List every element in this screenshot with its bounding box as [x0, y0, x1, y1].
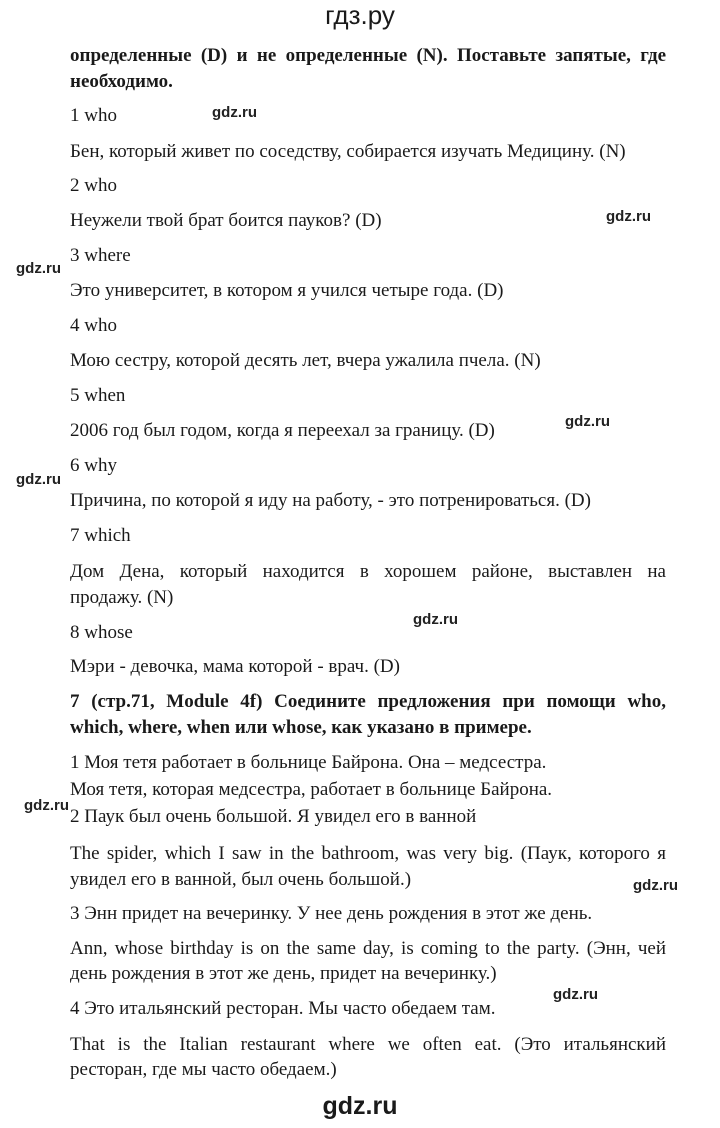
task7-item-1-answer: Моя тетя, которая медсестра, работает в больнице Байрона. [70, 779, 553, 800]
item-8-number: 8 whose [70, 622, 133, 643]
watermark: gdz.ru [212, 104, 257, 121]
item-4-text: Мою сестру, которой десять лет, вчера ужалила пчела. (N) [70, 350, 541, 371]
watermark: gdz.ru [553, 986, 598, 1003]
task7-item-1-question: 1 Моя тетя работает в больнице Байрона. Она – медсестра. [70, 752, 547, 773]
item-7-text-line1: Дом Дена, который находится в хорошем районе, выставлен на [70, 561, 666, 582]
item-7-text-line2: продажу. (N) [70, 587, 174, 608]
task7-item-2-question: 2 Паук был очень большой. Я увидел его в ванной [70, 806, 477, 827]
item-5-text: 2006 год был годом, когда я переехал за границу. (D) [70, 420, 495, 441]
item-1-text: Бен, который живет по соседству, собирается изучать Медицину. (N) [70, 141, 626, 162]
item-6-number: 6 why [70, 455, 117, 476]
watermark: gdz.ru [413, 611, 458, 628]
task6-instruction-line2: необходимо. [70, 71, 173, 92]
item-7-number: 7 which [70, 525, 131, 546]
task7-item-2-answer-line2: увидел его в ванной, был очень большой.) [70, 869, 412, 890]
watermark: gdz.ru [24, 797, 69, 814]
item-2-number: 2 who [70, 175, 117, 196]
watermark: gdz.ru [633, 877, 678, 894]
watermark: gdz.ru [565, 413, 610, 430]
item-8-text: Мэри - девочка, мама которой - врач. (D) [70, 656, 400, 677]
site-footer: gdz.ru [322, 1092, 398, 1120]
site-title: гдз.ру [325, 0, 395, 30]
task7-item-3-answer-line2: день рождения в этот же день, придет на вечеринку.) [70, 963, 497, 984]
item-3-text: Это университет, в котором я учился четыре года. (D) [70, 280, 504, 301]
item-3-number: 3 where [70, 245, 131, 266]
item-5-number: 5 when [70, 385, 126, 406]
watermark: gdz.ru [16, 260, 61, 277]
task7-heading-line2: which, where, when или whose, как указано в примере. [70, 717, 532, 738]
task7-item-4-answer-line1: That is the Italian restaurant where we often eat. (Это итальянский [70, 1034, 666, 1055]
task7-heading-line1: 7 (стр.71, Module 4f) Соедините предложения при помощи who, [70, 691, 666, 712]
task7-item-3-question: 3 Энн придет на вечеринку. У нее день рождения в этот же день. [70, 903, 593, 924]
task7-item-3-answer-line1: Ann, whose birthday is on the same day, is coming to the party. (Энн, чей [70, 938, 666, 959]
task6-instruction-line1: определенные (D) и не определенные (N). Поставьте запятые, где [70, 45, 666, 66]
item-2-text: Неужели твой брат боится пауков? (D) [70, 210, 382, 231]
task7-item-4-answer-line2: ресторан, где мы часто обедаем.) [70, 1059, 337, 1080]
item-4-number: 4 who [70, 315, 117, 336]
watermark: gdz.ru [606, 208, 651, 225]
task7-item-4-question: 4 Это итальянский ресторан. Мы часто обедаем там. [70, 998, 496, 1019]
watermark: gdz.ru [16, 471, 61, 488]
item-1-number: 1 who [70, 105, 117, 126]
item-6-text: Причина, по которой я иду на работу, - это потренироваться. (D) [70, 490, 591, 511]
task7-item-2-answer-line1: The spider, which I saw in the bathroom, was very big. (Паук, которого я [70, 843, 666, 864]
